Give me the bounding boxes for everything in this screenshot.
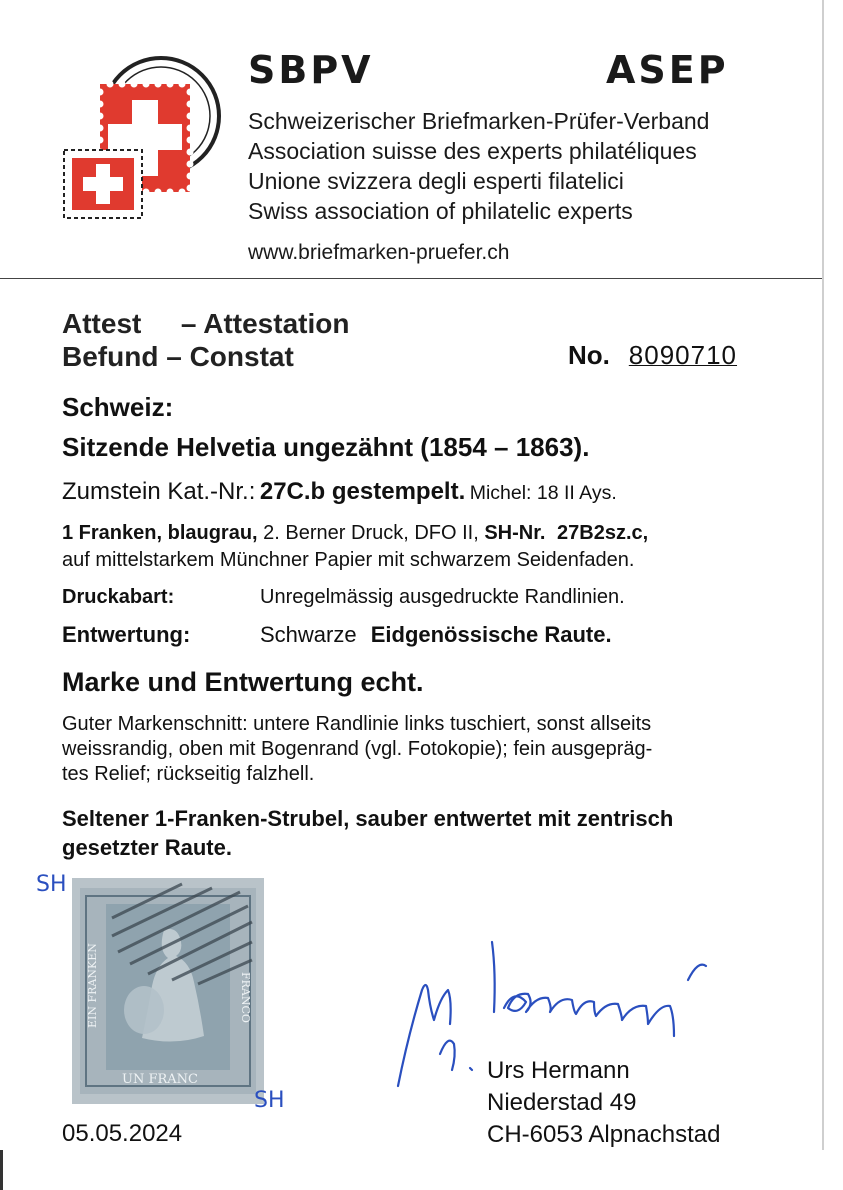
paper-line: auf mittelstarkem Münchner Papier mit schwarzem Seidenfaden. [62,549,635,571]
country: Schweiz: [62,392,174,422]
page-edge-right [822,0,824,1150]
swiss-cross-stamp-logo [58,52,223,230]
issue-title: Sitzende Helvetia ungezähnt (1854 – 1863). [62,432,590,462]
association-name-it: Unione svizzera degli esperti filatelici [248,168,624,194]
certificate-number-label: No. [568,340,610,370]
association-name-en: Swiss association of philatelic experts [248,198,633,224]
certificate-number [568,340,737,371]
denomination-line [62,522,648,545]
stamp-bottom-text: UN FRANC [122,1072,198,1087]
stamp-side-right-text: FRANCO [239,972,252,1023]
zumstein-value: 27C.b gestempelt. [259,478,466,505]
association-name-de: Schweizerischer Briefmarken-Prüfer-Verband [248,108,710,134]
title-befund: Befund [62,341,159,372]
title-line-attest [62,308,349,340]
remark-line-2: gesetzter Raute. [62,835,232,860]
zumstein-label: Zumstein Kat.-Nr.: [62,478,256,505]
header-divider [0,278,822,279]
brand-asep: ASEP [606,48,729,92]
michel-number: Michel: 18 II Ays. [469,482,617,504]
entwertung-prefix: Schwarze [260,622,357,647]
remark-line-1: Seltener 1-Franken-Strubel, sauber entwertet mit zentrisch [62,806,674,831]
association-name-fr: Association suisse des experts philatéliques [248,138,697,164]
entwertung-value: Eidgenössische Raute. [370,622,612,647]
condition-line-1: Guter Markenschnitt: untere Randlinie links tuschiert, sonst allseits [62,713,652,735]
druckabart-row [62,586,625,609]
druckabart-label: Druckabart: [62,586,175,608]
remark [62,804,673,862]
website-url: www.briefmarken-pruefer.ch [248,241,510,264]
verdict: Marke und Entwertung echt. [62,667,424,697]
certificate-date: 05.05.2024 [62,1120,183,1147]
title-attestation: Attestation [203,308,350,339]
signer-name: Urs Hermann [487,1057,630,1084]
stamp-photo [72,878,264,1104]
entwertung-row [62,622,612,648]
condition-description [62,712,652,787]
signer-address [487,1055,720,1151]
title-constat: Constat [189,341,294,372]
entwertung-label: Entwertung: [62,622,191,647]
title-dash-2: – [166,341,182,372]
signer-street: Niederstad 49 [487,1089,637,1116]
certificate-number-value: 8090710 [628,340,738,370]
denomination-color: 1 Franken, blaugrau, [62,522,258,544]
catalogue-line [62,478,617,506]
association-names [248,106,709,226]
initials-top: SH [36,872,67,897]
initials-bottom: SH [254,1088,285,1113]
print-details: 2. Berner Druck, DFO II, [263,522,479,544]
condition-line-2: weissrandig, oben mit Bogenrand (vgl. Fotokopie); fein ausgepräg- [62,738,653,760]
signer-city: CH-6053 Alpnachstad [487,1121,721,1148]
title-dash-1: – [180,308,197,339]
brand-sbpv: SBPV [248,48,374,92]
sh-number-value: 27B2sz.c, [557,522,649,544]
sh-number-label: SH-Nr. [484,522,546,544]
title-line-befund [62,341,294,373]
title-attest: Attest [62,308,142,339]
druckabart-value: Unregelmässig ausgedruckte Randlinien. [260,586,625,608]
page-edge-left [0,1150,3,1190]
condition-line-3: tes Relief; rückseitig falzhell. [62,763,315,785]
stamp-side-left-text: EIN FRANKEN [86,943,99,1028]
